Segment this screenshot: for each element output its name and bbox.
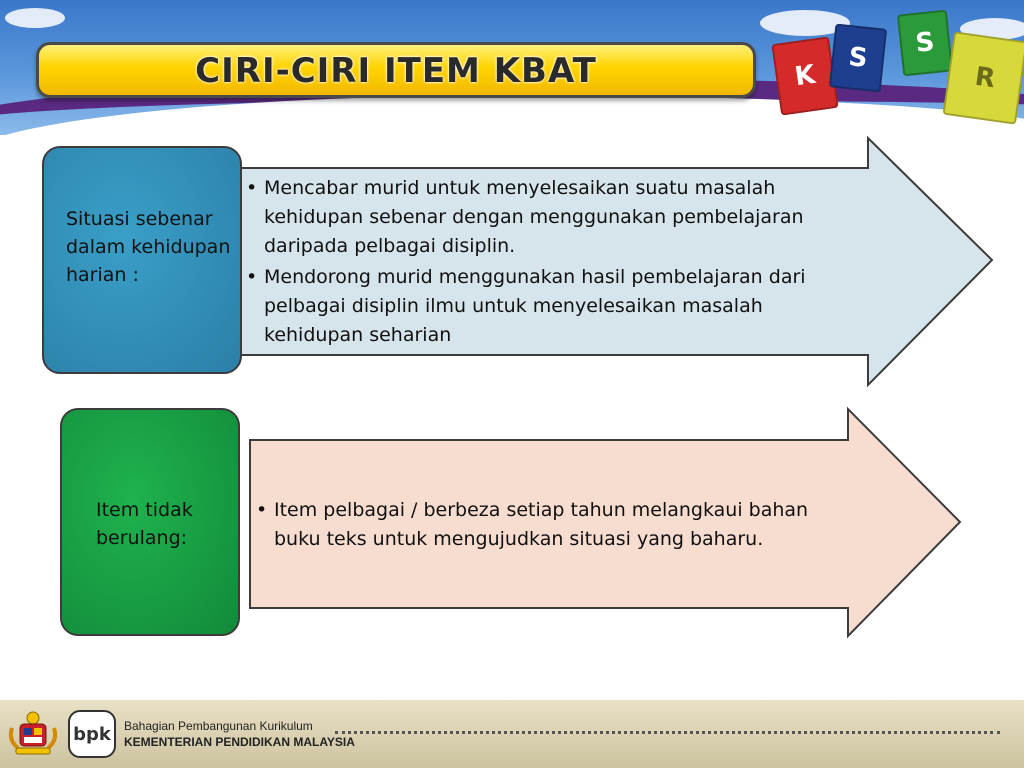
bullet-list-situasi bbox=[246, 174, 846, 352]
malaysia-crest-icon bbox=[6, 710, 60, 758]
cube-letter: S bbox=[914, 27, 936, 59]
bullet-list-item bbox=[256, 496, 856, 556]
bpk-logo-text: bpk bbox=[73, 723, 111, 745]
footer-bar bbox=[0, 700, 1024, 768]
label-situasi: Situasi sebenar dalam kehidupan harian : bbox=[66, 208, 231, 286]
cube-letter: S bbox=[847, 42, 869, 74]
bullet-item: • Mencabar murid untuk menyelesaikan suatu masalah kehidupan sebenar dengan menggunakan pembelajaran daripada pelbagai disiplin. bbox=[246, 174, 846, 261]
label-item-tidak-berulang: Item tidak berulang: bbox=[96, 499, 193, 549]
footer-dotted-divider bbox=[335, 731, 1000, 734]
bullet-item: • Item pelbagai / berbeza setiap tahun melangkaui bahan buku teks untuk mengujudkan situasi yang baharu. bbox=[256, 496, 856, 554]
cube-letter: R bbox=[972, 61, 998, 95]
page-title: CIRI-CIRI ITEM KBAT bbox=[195, 51, 597, 91]
footer-ministry: KEMENTERIAN PENDIDIKAN MALAYSIA bbox=[124, 735, 355, 749]
cube-letter: K bbox=[792, 59, 818, 93]
bullet-item: • Mendorong murid menggunakan hasil pembelajaran dari pelbagai disiplin ilmu untuk menyelesaikan masalah kehidupan seharian bbox=[246, 263, 846, 350]
footer-department: Bahagian Pembangunan Kurikulum bbox=[124, 719, 313, 733]
bpk-logo bbox=[68, 710, 116, 758]
